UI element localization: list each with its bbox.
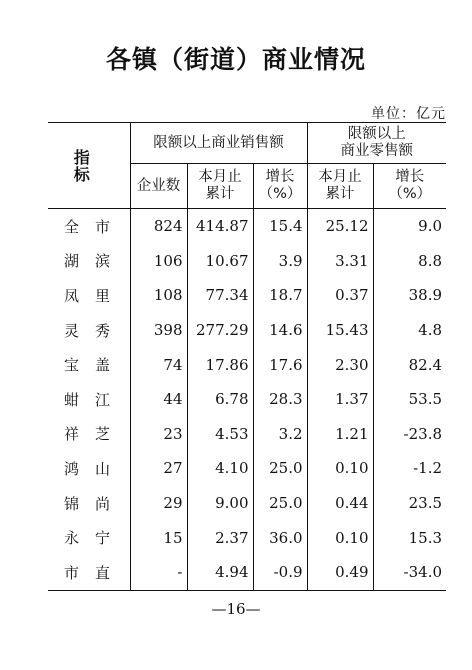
retail-group-header: 限额以上 商业零售额: [307, 123, 446, 164]
cell-sales-growth: 28.3: [253, 382, 307, 417]
cell-retail-growth: 82.4: [373, 347, 446, 382]
cell-sales-growth: 3.9: [253, 244, 307, 279]
cell-retail-growth: 15.3: [373, 520, 446, 555]
cell-retail-growth: 9.0: [373, 209, 446, 244]
row-name: [48, 313, 130, 348]
row-name-char: 祥: [64, 425, 80, 444]
row-name-char: 宁: [94, 529, 110, 548]
cell-enterprises: 108: [130, 278, 187, 313]
cell-sales-growth: 17.6: [253, 347, 307, 382]
row-name-char: 宝: [64, 356, 80, 375]
cell-retail: 0.37: [307, 278, 373, 313]
cell-sales-growth: 15.4: [253, 209, 307, 244]
enterprises-header: 企业数: [130, 164, 187, 209]
cell-retail: 3.31: [307, 244, 373, 279]
row-name-char: 灵: [64, 321, 80, 340]
row-name-char: 尚: [94, 494, 110, 513]
cell-retail-growth: 53.5: [373, 382, 446, 417]
cell-sales-growth: 25.0: [253, 486, 307, 521]
cell-sales-growth: 25.0: [253, 451, 307, 486]
row-name-char: 永: [64, 529, 80, 548]
row-name-char: 湖: [64, 252, 80, 271]
sales-cumulative-header: 本月止 累计: [187, 164, 253, 209]
cell-enterprises: 398: [130, 313, 187, 348]
row-name-char: 市: [64, 563, 80, 582]
table-row: [48, 209, 446, 244]
row-name-char: 江: [94, 390, 110, 409]
cell-enterprises: -: [130, 555, 187, 590]
cell-enterprises: 44: [130, 382, 187, 417]
sales-growth-header: 增长 （%）: [253, 164, 307, 209]
cell-retail: 0.44: [307, 486, 373, 521]
row-name-char: 山: [94, 459, 110, 478]
cell-enterprises: 824: [130, 209, 187, 244]
table-row: [48, 486, 446, 521]
cell-sales: 17.86: [187, 347, 253, 382]
row-name-char: 全: [64, 217, 80, 236]
wholesale-group-header: 限额以上商业销售额: [130, 123, 307, 164]
cell-sales: 9.00: [187, 486, 253, 521]
table-row: [48, 520, 446, 555]
table-row: [48, 313, 446, 348]
cell-sales: 4.94: [187, 555, 253, 590]
row-name-char: 芝: [94, 425, 110, 444]
row-name-char: 盖: [94, 356, 110, 375]
cell-sales: 4.10: [187, 451, 253, 486]
row-name: [48, 486, 130, 521]
page-number: —16—: [211, 600, 261, 618]
cell-sales-growth: 36.0: [253, 520, 307, 555]
cell-sales: 277.29: [187, 313, 253, 348]
cell-retail-growth: -23.8: [373, 417, 446, 452]
cell-sales-growth: 3.2: [253, 417, 307, 452]
row-name: [48, 520, 130, 555]
table-row: [48, 244, 446, 279]
commerce-table: [48, 122, 446, 591]
cell-retail: 0.10: [307, 451, 373, 486]
row-name-char: 里: [94, 286, 110, 305]
cell-retail-growth: 4.8: [373, 313, 446, 348]
cell-sales: 2.37: [187, 520, 253, 555]
cell-retail-growth: -34.0: [373, 555, 446, 590]
cell-retail: 0.10: [307, 520, 373, 555]
table-row: [48, 417, 446, 452]
cell-retail: 2.30: [307, 347, 373, 382]
row-name-char: 锦: [64, 494, 80, 513]
cell-retail: 1.37: [307, 382, 373, 417]
cell-enterprises: 106: [130, 244, 187, 279]
row-name-char: 凤: [64, 286, 80, 305]
row-name: [48, 278, 130, 313]
row-name-char: 秀: [94, 321, 110, 340]
table-row: [48, 451, 446, 486]
cell-enterprises: 23: [130, 417, 187, 452]
retail-cumulative-header: 本月止 累计: [307, 164, 373, 209]
row-name-char: 市: [94, 217, 110, 236]
row-name-char: 蚶: [64, 390, 80, 409]
cell-sales-growth: 14.6: [253, 313, 307, 348]
cell-retail: 15.43: [307, 313, 373, 348]
cell-retail-growth: 23.5: [373, 486, 446, 521]
cell-retail-growth: -1.2: [373, 451, 446, 486]
cell-sales: 6.78: [187, 382, 253, 417]
row-name: [48, 417, 130, 452]
row-name: [48, 451, 130, 486]
cell-retail: 1.21: [307, 417, 373, 452]
row-name-char: 鸿: [64, 459, 80, 478]
cell-retail: 25.12: [307, 209, 373, 244]
cell-sales: 4.53: [187, 417, 253, 452]
row-name-char: 滨: [94, 252, 110, 271]
indicator-header: 指 标: [48, 123, 130, 209]
row-name: [48, 347, 130, 382]
table-row: [48, 555, 446, 590]
row-name-char: 直: [94, 563, 110, 582]
cell-sales-growth: 18.7: [253, 278, 307, 313]
table-row: [48, 278, 446, 313]
cell-retail-growth: 8.8: [373, 244, 446, 279]
cell-sales: 414.87: [187, 209, 253, 244]
row-name: [48, 382, 130, 417]
row-name: [48, 244, 130, 279]
cell-enterprises: 27: [130, 451, 187, 486]
table-row: [48, 347, 446, 382]
cell-retail-growth: 38.9: [373, 278, 446, 313]
cell-retail: 0.49: [307, 555, 373, 590]
retail-growth-header: 增长 （%）: [373, 164, 446, 209]
page-title: 各镇（街道）商业情况: [105, 45, 366, 74]
unit-label: 单位：亿元: [371, 106, 446, 122]
row-name: [48, 209, 130, 244]
cell-sales: 10.67: [187, 244, 253, 279]
cell-sales: 77.34: [187, 278, 253, 313]
row-name: [48, 555, 130, 590]
table-row: [48, 382, 446, 417]
cell-sales-growth: -0.9: [253, 555, 307, 590]
cell-enterprises: 74: [130, 347, 187, 382]
cell-enterprises: 15: [130, 520, 187, 555]
cell-enterprises: 29: [130, 486, 187, 521]
